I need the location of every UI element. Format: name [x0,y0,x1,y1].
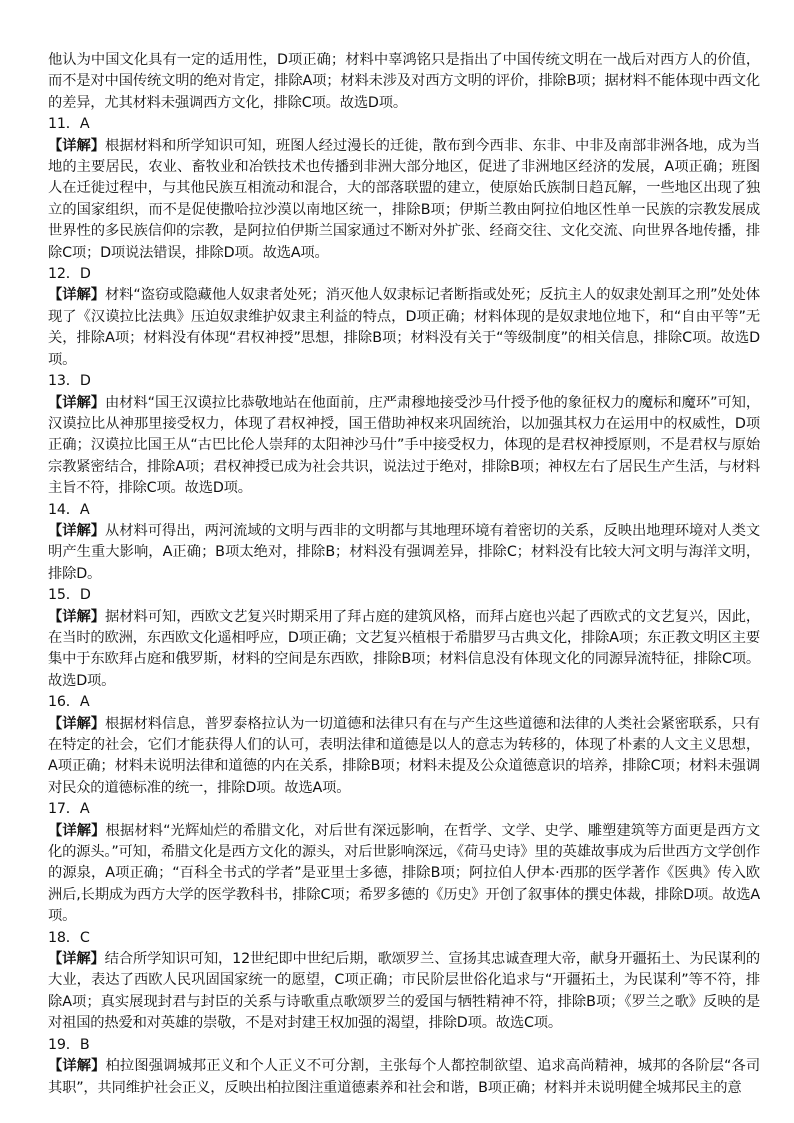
explanation-tag: 【详解】 [48,715,105,732]
question-number: 13．D [48,373,91,390]
explanation-tag: 【详解】 [48,608,105,625]
answer-item-17 [48,799,760,927]
explanation-tag: 【详解】 [48,394,105,411]
explanation-text: 根据材料和所学知识可知，班图人经过漫长的迁徙，散布到今西非、东非、中非及南部非洲各地，成为当地的主要居民，农业、畜牧业和冶铁技术也传播到非洲大部分地区，促进了非洲地区经济的发展，A项正确；班图人在迁徙过程中，与其他民族互相流动和混合，大的部落联盟的建立，使原始氏族制日趋瓦解，一些地区出现了独立的国家组织，而不是促使撒哈拉沙漠以南地区统一，排除B项；伊斯兰教由阿拉伯地区性单一民族的宗教发展成世界性的多民族信仰的宗教，是阿拉伯伊斯兰国家通过不断对外扩张、经商交往、文化交流、向世界各地传播，排除C项；D项说法错误，排除D项。故选A项。 [48,137,761,261]
explanation-text: 由材料“国王汉谟拉比恭敬地站在他面前，庄严肃穆地接受沙马什授予他的象征权力的魔标和魔环”可知，汉谟拉比从神那里接受权力，体现了君权神授，国王借助神权来巩固统治，以加强其权力在运用中的权威性，D项正确；汉谟拉比国王从“古巴比伦人崇拜的太阳神沙马什”手中接受权力，体现的是君权神授原则，不是君权与原始宗教紧密结合，排除A项；君权神授已成为社会共识，说法过于绝对，排除B项；神权左右了居民生产生活，与材料主旨不符，排除C项。故选D项。 [48,394,760,497]
question-number: 19．B [48,1036,90,1053]
explanation-paragraph [48,607,760,693]
explanation-paragraph [48,1056,760,1099]
question-number: 16．A [48,694,90,711]
question-number: 15．D [48,587,91,604]
question-number: 17．A [48,801,90,818]
answer-item-16 [48,692,760,799]
question-number: 11．A [48,116,90,133]
answer-item-19 [48,1035,760,1099]
answer-explanation-page [48,50,760,1099]
explanation-text: 结合所学知识可知，12世纪即中世纪后期，歌颂罗兰、宣扬其忠诚查理大帝，献身开疆拓土、为民谋利的大业，表达了西欧人民巩固国家统一的愿望，C项正确；市民阶层世俗化追求与“开疆拓土，为民谋利”等不符，排除A项；真实展现封君与封臣的关系与诗歌重点歌颂罗兰的爱国与牺牲精神不符，排除B项；《罗兰之歌》反映的是对祖国的热爱和对英雄的崇敬，不是对封建王权加强的渴望，排除D项。故选C项。 [48,951,760,1032]
answer-item-12 [48,264,760,371]
explanation-tag: 【详解】 [48,137,105,154]
explanation-text: 柏拉图强调城邦正义和个人正义不可分割，主张每个人都控制欲望、追求高尚精神，城邦的各阶层“各司其职”，共同维护社会正义，反映出柏拉图注重道德素养和社会和谐，B项正确；材料并未说明健全城邦民主的意 [48,1058,761,1096]
explanation-tag: 【详解】 [48,822,106,839]
explanation-text: 据材料可知，西欧文艺复兴时期采用了拜占庭的建筑风格，而拜占庭也兴起了西欧式的文艺复兴，因此，在当时的欧洲，东西欧文化遥相呼应，D项正确；文艺复兴植根于希腊罗马古典文化，排除A项；东正教文明区主要集中于东欧拜占庭和俄罗斯，材料的空间是东西欧，排除B项；材料信息没有体现文化的同源异流特征，排除C项。故选D项。 [48,608,761,689]
explanation-paragraph [48,949,760,1035]
explanation-text: 根据材料信息，普罗泰格拉认为一切道德和法律只有在与产生这些道德和法律的人类社会紧密联系，只有在特定的社会，它们才能获得人们的认可，表明法律和道德是以人的意志为转移的，体现了朴素的人文主义思想，A项正确；材料未说明法律和道德的内在关系，排除B项；材料未提及公众道德意识的培养，排除C项；材料未强调对民众的道德标准的统一，排除D项。故选A项。 [48,715,761,796]
answer-item-11 [48,114,760,264]
answer-item-14 [48,500,760,586]
explanation-text: 根据材料“光辉灿烂的希腊文化，对后世有深远影响，在哲学、文学、史学、雕塑建筑等方面更是西方文化的源头。”可知，希腊文化是西方文化的源头，对后世影响深远，《荷马史诗》里的英雄故事成为后世西方文学创作的源泉，A项正确；“百科全书式的学者”是亚里士多德，排除B项；阿拉伯人伊本·西那的医学著作《医典》传入欧洲后,长期成为西方大学的医学教科书，排除C项；希罗多德的《历史》开创了叙事体的撰史体裁，排除D项。故选A项。 [48,822,761,925]
intro-paragraph: 他认为中国文化具有一定的适用性，D项正确；材料中辜鸿铭只是指出了中国传统文明在一战后对西方人的价值，而不是对中国传统文明的绝对肯定，排除A项；材料未涉及对西方文明的评价，排除B项；据材料不能体现中西文化的差异，尤其材料未强调西方文化，排除C项。故选D项。 [48,52,760,111]
explanation-tag: 【详解】 [48,1058,106,1075]
answer-item-13 [48,371,760,499]
explanation-paragraph [48,393,760,500]
question-number: 14．A [48,501,90,518]
explanation-paragraph [48,136,760,264]
explanation-text: 材料“盗窃或隐藏他人奴隶者处死；消灭他人奴隶标记者断指或处死；反抗主人的奴隶处割耳之刑”处处体现了《汉谟拉比法典》压迫奴隶维护奴隶主利益的特点，D项正确；材料体现的是奴隶地位地下，和“自由平等”无关，排除A项；材料没有体现“君权神授”思想，排除B项；材料没有关于“等级制度”的相关信息，排除C项。故选D项。 [48,287,760,368]
explanation-text: 从材料可得出，两河流域的文明与西非的文明都与其地理环境有着密切的关系，反映出地理环境对人类文明产生重大影响，A正确；B项太绝对，排除B；材料没有强调差异，排除C；材料没有比较大河文明与海洋文明，排除D。 [48,522,761,582]
answer-item-15 [48,585,760,692]
explanation-tag: 【详解】 [48,287,105,304]
explanation-paragraph [48,285,760,371]
explanation-paragraph [48,521,760,585]
explanation-tag: 【详解】 [48,951,105,968]
explanation-paragraph [48,821,760,928]
explanation-paragraph [48,714,760,800]
answer-item-18 [48,928,760,1035]
question-number: 12．D [48,266,91,283]
question-number: 18．C [48,929,90,946]
explanation-tag: 【详解】 [48,522,105,539]
